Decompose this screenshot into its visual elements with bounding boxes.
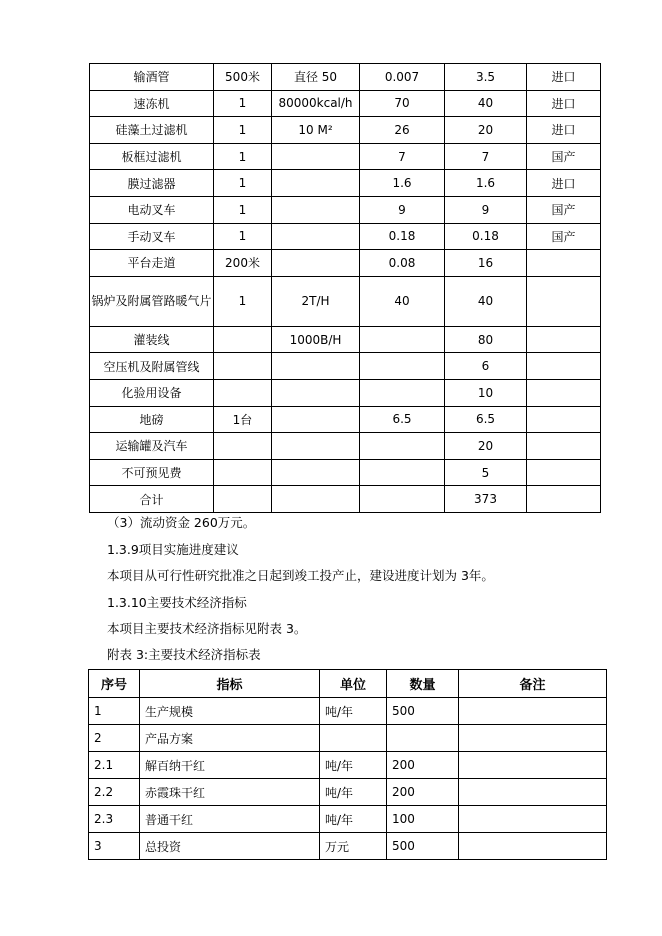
table-row [89, 833, 607, 860]
cell-quantity: 1 [214, 223, 272, 250]
cell-origin: 国产 [527, 143, 601, 170]
cell-name: 硅藻土过滤机 [90, 117, 214, 144]
cell-unit-price [360, 326, 445, 353]
working-capital-text: （3）流动资金 260万元。 [107, 515, 256, 530]
cell-spec: 1000B/H [272, 326, 360, 353]
cell-origin [527, 486, 601, 513]
cell-unit-price: 0.007 [360, 64, 445, 91]
cell-unit: 吨/年 [320, 698, 387, 725]
cell-amount: 40 [445, 276, 527, 326]
cell-amount: 20 [445, 433, 527, 460]
cell-origin [527, 379, 601, 406]
schedule-text: 本项目从可行性研究批准之日起到竣工投产止，建设进度计划为 3年。 [107, 568, 494, 583]
cell-indicator: 产品方案 [140, 725, 320, 752]
cell-spec: 10 M² [272, 117, 360, 144]
cell-unit: 吨/年 [320, 806, 387, 833]
cell-unit-price: 40 [360, 276, 445, 326]
table-row [90, 223, 601, 250]
cell-unit-price: 26 [360, 117, 445, 144]
cell-spec [272, 486, 360, 513]
cell-quantity: 1 [214, 90, 272, 117]
table-row [90, 486, 601, 513]
cell-origin [527, 326, 601, 353]
cell-unit-price [360, 379, 445, 406]
cell-index: 2.2 [89, 779, 140, 806]
cell-quantity: 500米 [214, 64, 272, 91]
cell-name: 合计 [90, 486, 214, 513]
cell-unit-price: 6.5 [360, 406, 445, 433]
cell-origin [527, 406, 601, 433]
cell-origin: 国产 [527, 223, 601, 250]
cell-index: 2 [89, 725, 140, 752]
table-row [89, 725, 607, 752]
cell-origin [527, 353, 601, 380]
cell-remark [459, 779, 607, 806]
cell-spec [272, 170, 360, 197]
cell-spec: 2T/H [272, 276, 360, 326]
cell-quantity: 1台 [214, 406, 272, 433]
table-row [90, 326, 601, 353]
cell-amount: 6 [445, 353, 527, 380]
cell-unit-price: 0.18 [360, 223, 445, 250]
cell-value: 500 [387, 833, 459, 860]
cell-amount: 10 [445, 379, 527, 406]
cell-unit-price: 9 [360, 196, 445, 223]
cell-name: 锅炉及附属管路暖气片 [90, 276, 214, 326]
cell-indicator: 赤霞珠干红 [140, 779, 320, 806]
cell-indicator: 普通干红 [140, 806, 320, 833]
cell-name: 板框过滤机 [90, 143, 214, 170]
cell-indicator: 解百纳干红 [140, 752, 320, 779]
cell-origin [527, 250, 601, 277]
cell-amount: 20 [445, 117, 527, 144]
cell-remark [459, 752, 607, 779]
cell-spec [272, 250, 360, 277]
cell-amount: 9 [445, 196, 527, 223]
cell-amount: 3.5 [445, 64, 527, 91]
table-row [89, 698, 607, 725]
table-row [90, 143, 601, 170]
table-row [89, 806, 607, 833]
cell-unit-price: 70 [360, 90, 445, 117]
cell-name: 速冻机 [90, 90, 214, 117]
table-row [90, 196, 601, 223]
table-row [90, 406, 601, 433]
cell-value: 500 [387, 698, 459, 725]
cell-value [387, 725, 459, 752]
cell-unit-price [360, 486, 445, 513]
cell-spec [272, 143, 360, 170]
cell-amount: 373 [445, 486, 527, 513]
cell-index: 2.3 [89, 806, 140, 833]
cell-origin: 进口 [527, 117, 601, 144]
cell-indicator: 总投资 [140, 833, 320, 860]
table-row [90, 433, 601, 460]
cell-quantity [214, 459, 272, 486]
table3-title: 附表 3:主要技术经济指标表 [107, 647, 261, 662]
kpi-table [88, 669, 607, 860]
cell-value: 100 [387, 806, 459, 833]
cell-unit-price: 1.6 [360, 170, 445, 197]
cell-remark [459, 833, 607, 860]
section-heading-1-3-9: 1.3.9项目实施进度建议 [107, 542, 239, 557]
section-heading-1-3-10: 1.3.10主要技术经济指标 [107, 595, 247, 610]
cell-name: 膜过滤器 [90, 170, 214, 197]
cell-value: 200 [387, 752, 459, 779]
cell-index: 2.1 [89, 752, 140, 779]
cell-name: 电动叉车 [90, 196, 214, 223]
cell-spec [272, 406, 360, 433]
cell-remark [459, 725, 607, 752]
cell-name: 运输罐及汽车 [90, 433, 214, 460]
cell-quantity [214, 353, 272, 380]
cell-spec [272, 379, 360, 406]
header-indicator: 指标 [140, 670, 320, 698]
cell-remark [459, 698, 607, 725]
cell-unit-price [360, 353, 445, 380]
cell-amount: 1.6 [445, 170, 527, 197]
cell-name: 输酒管 [90, 64, 214, 91]
cell-quantity [214, 433, 272, 460]
cell-unit-price: 0.08 [360, 250, 445, 277]
cell-name: 空压机及附属管线 [90, 353, 214, 380]
cell-unit: 吨/年 [320, 752, 387, 779]
cell-remark [459, 806, 607, 833]
cell-quantity: 1 [214, 117, 272, 144]
cell-quantity [214, 486, 272, 513]
cell-unit: 万元 [320, 833, 387, 860]
cell-amount: 80 [445, 326, 527, 353]
table-row [90, 90, 601, 117]
cell-spec [272, 196, 360, 223]
cell-amount: 40 [445, 90, 527, 117]
cell-origin: 进口 [527, 64, 601, 91]
cell-quantity [214, 379, 272, 406]
cell-name: 灌装线 [90, 326, 214, 353]
cell-name: 平台走道 [90, 250, 214, 277]
cell-quantity: 1 [214, 276, 272, 326]
table-row [90, 353, 601, 380]
cell-origin [527, 433, 601, 460]
table-row [90, 64, 601, 91]
cell-amount: 0.18 [445, 223, 527, 250]
table-row [90, 459, 601, 486]
header-index: 序号 [89, 670, 140, 698]
cell-index: 1 [89, 698, 140, 725]
cell-amount: 7 [445, 143, 527, 170]
cell-origin [527, 459, 601, 486]
cell-value: 200 [387, 779, 459, 806]
table-row [90, 117, 601, 144]
cell-spec: 直径 50 [272, 64, 360, 91]
header-remark: 备注 [459, 670, 607, 698]
cell-unit [320, 725, 387, 752]
cell-amount: 6.5 [445, 406, 527, 433]
cell-quantity: 1 [214, 143, 272, 170]
kpi-reference-text: 本项目主要技术经济指标见附表 3。 [107, 621, 307, 636]
table-row [89, 752, 607, 779]
cell-spec: 80000kcal/h [272, 90, 360, 117]
cell-unit-price [360, 459, 445, 486]
cell-spec [272, 223, 360, 250]
cell-amount: 16 [445, 250, 527, 277]
cell-name: 地磅 [90, 406, 214, 433]
header-unit: 单位 [320, 670, 387, 698]
cell-origin: 进口 [527, 90, 601, 117]
cell-name: 手动叉车 [90, 223, 214, 250]
cell-origin: 进口 [527, 170, 601, 197]
cell-origin [527, 276, 601, 326]
cell-origin: 国产 [527, 196, 601, 223]
cell-quantity [214, 326, 272, 353]
cell-spec [272, 433, 360, 460]
table-row [90, 170, 601, 197]
equipment-table [89, 63, 601, 513]
cell-name: 不可预见费 [90, 459, 214, 486]
table-row [90, 250, 601, 277]
cell-spec [272, 353, 360, 380]
table-row [89, 779, 607, 806]
cell-unit: 吨/年 [320, 779, 387, 806]
cell-name: 化验用设备 [90, 379, 214, 406]
cell-unit-price [360, 433, 445, 460]
cell-amount: 5 [445, 459, 527, 486]
cell-quantity: 1 [214, 170, 272, 197]
header-value: 数量 [387, 670, 459, 698]
cell-indicator: 生产规模 [140, 698, 320, 725]
cell-quantity: 200米 [214, 250, 272, 277]
table-row [90, 276, 601, 326]
cell-unit-price: 7 [360, 143, 445, 170]
cell-quantity: 1 [214, 196, 272, 223]
cell-index: 3 [89, 833, 140, 860]
cell-spec [272, 459, 360, 486]
table-row [90, 379, 601, 406]
